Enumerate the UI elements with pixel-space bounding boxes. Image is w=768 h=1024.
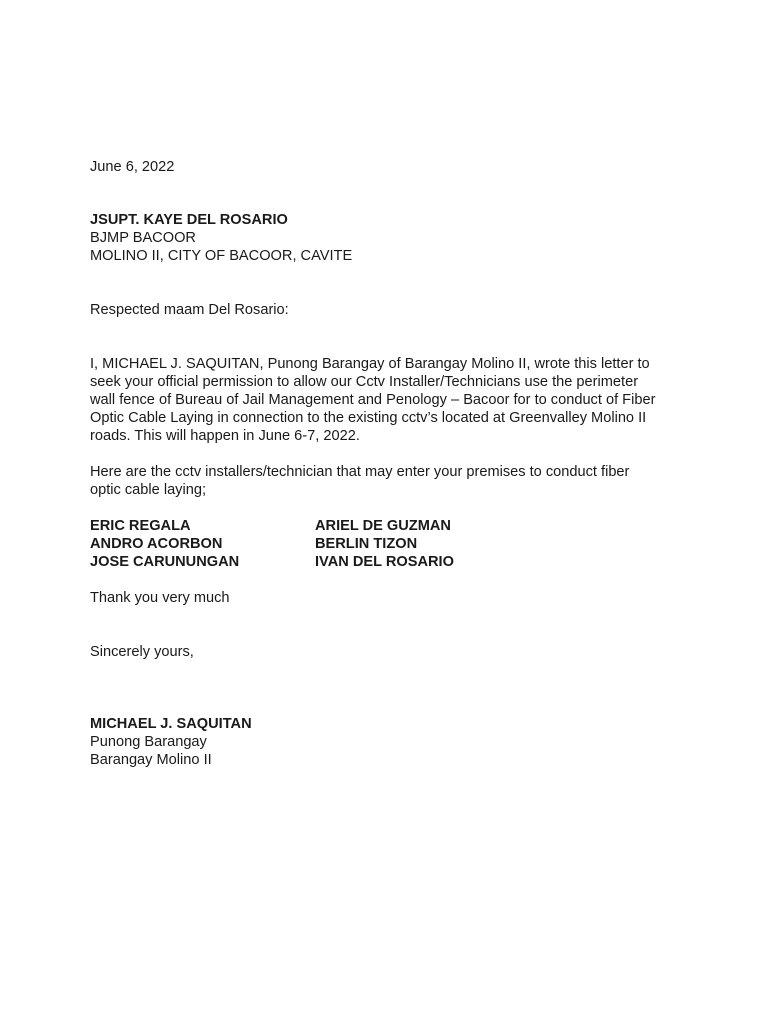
recipient-address: MOLINO II, CITY OF BACOOR, CAVITE [90, 248, 353, 264]
installer-name: BERLIN TIZON [315, 536, 418, 552]
paragraph-line: wall fence of Bureau of Jail Management and Penology – Bacoor for to conduct of Fiber [90, 392, 656, 408]
installer-name: ERIC REGALA [90, 518, 191, 534]
letter-date: June 6, 2022 [90, 159, 175, 175]
letter-body [90, 158, 690, 769]
signatory-block [90, 715, 690, 769]
paragraph-request [90, 355, 690, 445]
paragraph-line: optic cable laying; [90, 482, 207, 498]
signatory-name: MICHAEL J. SAQUITAN [90, 716, 252, 732]
paragraph-installers [90, 463, 690, 499]
installer-name: JOSE CARUNUNGAN [90, 554, 240, 570]
salutation: Respected maam Del Rosario: [90, 302, 289, 318]
recipient-org: BJMP BACOOR [90, 230, 196, 246]
signatory-title: Punong Barangay [90, 734, 207, 750]
thanks-line: Thank you very much [90, 590, 230, 606]
paragraph-line: Optic Cable Laying in connection to the existing cctv’s located at Greenvalley Molino II [90, 410, 647, 426]
installer-names-list [90, 517, 690, 571]
paragraph-line: I, MICHAEL J. SAQUITAN, Punong Barangay of Barangay Molino II, wrote this letter to [90, 356, 650, 372]
installer-name: ANDRO ACORBON [90, 536, 223, 552]
signatory-office: Barangay Molino II [90, 752, 212, 768]
closing-line: Sincerely yours, [90, 644, 194, 660]
paragraph-line: Here are the cctv installers/technician that may enter your premises to conduct fiber [90, 464, 630, 480]
paragraph-line: seek your official permission to allow our Cctv Installer/Technicians use the perimeter [90, 374, 639, 390]
installer-name: ARIEL DE GUZMAN [315, 518, 451, 534]
installer-name: IVAN DEL ROSARIO [315, 554, 454, 570]
paragraph-line: roads. This will happen in June 6-7, 2022. [90, 428, 360, 444]
recipient-block [90, 211, 690, 265]
recipient-name: JSUPT. KAYE DEL ROSARIO [90, 212, 288, 228]
